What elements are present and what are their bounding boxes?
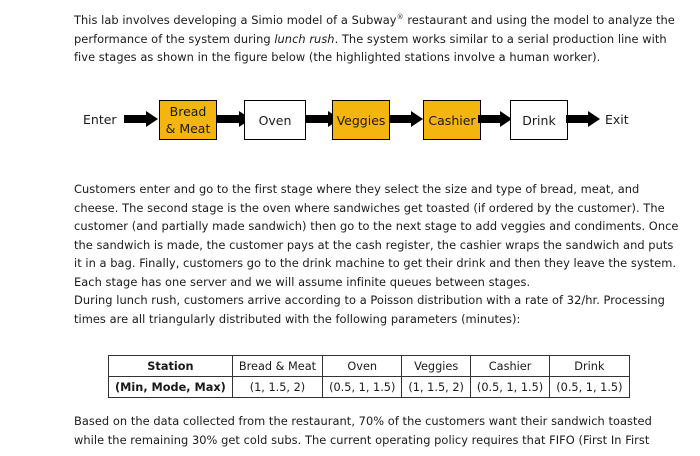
stage-drink: Drink: [510, 100, 568, 140]
arrow-icon: [124, 111, 158, 127]
intro-line-2: performance of the system during lunch rush. The system works similar to a serial production line with: [74, 31, 667, 46]
stages-line: the sandwich is made, the customer pays at the cash register, the cashier wraps the sandwich and puts: [74, 237, 674, 252]
processing-times-table: [108, 355, 630, 398]
stages-line: Customers enter and go to the first stage where they select the size and type of bread, meat, and: [74, 182, 640, 196]
lunch-rush-emphasis: lunch rush: [274, 31, 335, 46]
intro-line-3: five stages as shown in the figure below (the highlighted stations involve a human worker).: [74, 50, 601, 65]
stages-line: it in a bag. Finally, customers go to the drink machine to get their drink and then they leave the system.: [74, 256, 677, 271]
stage-veggies: Veggies: [332, 100, 390, 140]
intro-line-1: This lab involves developing a Simio model of a Subway® restaurant and using the model to analyze the: [74, 13, 675, 27]
stages-line: Each stage has one server and we will assume infinite queues between stages.: [74, 274, 531, 289]
table-header-cell: Cashier: [470, 356, 549, 377]
stage-oven: Oven: [244, 100, 306, 140]
table-cell: (1, 1.5, 2): [232, 377, 322, 398]
rush-line: times are all triangularly distributed with the following parameters (minutes):: [74, 311, 521, 326]
table-row: [109, 377, 630, 398]
table-cell: (0.5, 1, 1.5): [470, 377, 549, 398]
table-cell: (1, 1.5, 2): [402, 377, 471, 398]
data-line: Based on the data collected from the restaurant, 70% of the customers want their sandwich toasted: [74, 414, 652, 428]
table-header-cell: Station: [109, 356, 233, 377]
stages-paragraph: [74, 180, 679, 292]
arrow-icon: [478, 111, 512, 127]
stage-bread-meat: Bread & Meat: [159, 100, 217, 140]
stage-cashier: Cashier: [423, 100, 481, 140]
exit-label: Exit: [605, 112, 629, 127]
intro-paragraph: [74, 8, 675, 67]
enter-label: Enter: [83, 112, 117, 127]
arrow-icon: [389, 111, 423, 127]
registered-mark: ®: [396, 13, 404, 21]
stages-line: cheese. The second stage is the oven where sandwiches get toasted (if ordered by the customer). The: [74, 200, 665, 215]
table-header-cell: Bread & Meat: [232, 356, 322, 377]
stages-line: customer (and partially made sandwich) then go to the next stage to add veggies and condiments. Once: [74, 219, 679, 234]
data-line: while the remaining 30% get cold subs. The current operating policy requires that FIFO (First In First: [74, 432, 650, 447]
table-header-cell: Veggies: [402, 356, 471, 377]
table-header-cell: Oven: [323, 356, 402, 377]
table-header-row: [109, 356, 630, 377]
lunch-rush-paragraph: [74, 291, 665, 328]
table-header-cell: Drink: [550, 356, 629, 377]
table-cell: (0.5, 1, 1.5): [550, 377, 629, 398]
table-cell: (0.5, 1, 1.5): [323, 377, 402, 398]
arrow-icon: [566, 111, 600, 127]
process-flow-diagram: [0, 96, 700, 146]
data-paragraph: [74, 412, 652, 449]
table-cell: (Min, Mode, Max): [109, 377, 233, 398]
rush-line: During lunch rush, customers arrive according to a Poisson distribution with a rate of 32/hr. Processing: [74, 293, 665, 307]
